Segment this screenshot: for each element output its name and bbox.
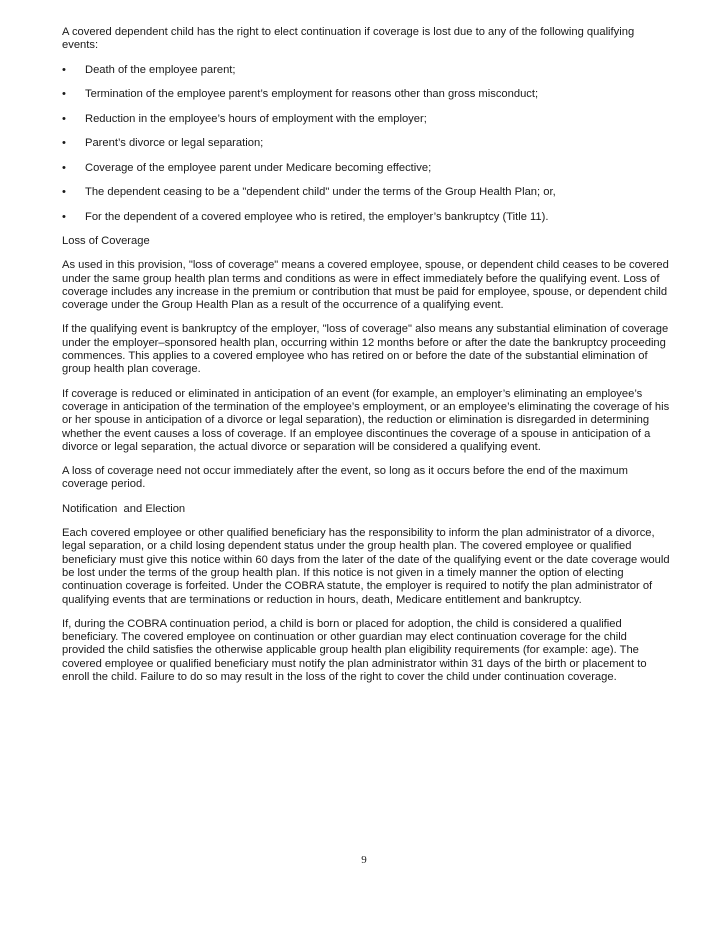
bullet-icon: • [62, 210, 66, 223]
list-item-text: Reduction in the employee’s hours of employment with the employer; [85, 112, 427, 125]
qualifying-events-list [62, 64, 672, 224]
bullet-icon: • [62, 112, 66, 125]
list-item-text: Termination of the employee parent’s employment for reasons other than gross misconduct; [85, 88, 539, 101]
list-item [62, 162, 672, 175]
intro-paragraph: A covered dependent child has the right to elect continuation if coverage is lost due to any of the following qualifying events: [62, 26, 635, 52]
list-item [62, 211, 672, 224]
section-heading-notification: Notification and Election [62, 502, 186, 515]
page-number: 9 [361, 854, 367, 866]
new-child-paragraph: If, during the COBRA continuation period, a child is born or placed for adoption, the child is considered a qualified beneficiary. The covered employee on continuation or other guardian may elect continuation coverage for the child provided the child satisfies the otherwise applicable group health plan eligibility requirements (for example: age). The covered employee or qualified beneficiary must notify the plan administrator within 31 days of the birth or placement to enroll the child. Failure to do so may result in the loss of the right to cover the child under continuation coverage. [62, 617, 647, 683]
list-item [62, 88, 672, 101]
bullet-icon: • [62, 161, 66, 174]
anticipation-paragraph: If coverage is reduced or eliminated in anticipation of an event (for example, an employer’s eliminating an employee’s coverage in anticipation of the termination of the employee’s employment, or an employee’s eliminating the coverage of his or her spouse in anticipation of a divorce or legal separation), the reduction or elimination is disregarded in determining whether the event causes a loss of coverage. If an employee discontinues the coverage of a spouse in anticipation of a divorce or legal separation, the actual divorce or separation will be considered a qualifying event. [62, 387, 670, 453]
list-item-text: For the dependent of a covered employee who is retired, the employer’s bankruptcy (Title 11). [85, 210, 549, 223]
section-heading-loss-of-coverage: Loss of Coverage [62, 234, 150, 247]
list-item-text: Coverage of the employee parent under Medicare becoming effective; [85, 161, 432, 174]
bankruptcy-paragraph: If the qualifying event is bankruptcy of the employer, "loss of coverage" also means any substantial elimination of coverage under the employer–sponsored health plan, occurring within 12 months before or after the date the bankruptcy proceeding commences. This applies to a covered employee who has retired on or before the date of the substantial elimination of group health plan coverage. [62, 323, 669, 376]
list-item [62, 113, 672, 126]
bullet-icon: • [62, 137, 66, 150]
list-item-text: The dependent ceasing to be a "dependent child" under the terms of the Group Health Plan; or, [85, 186, 556, 199]
list-item [62, 137, 672, 150]
list-item-text: Parent’s divorce or legal separation; [85, 137, 264, 150]
list-item [62, 64, 672, 77]
loss-definition-paragraph: As used in this provision, "loss of coverage" means a covered employee, spouse, or dependent child ceases to be covered under the same group health plan terms and conditions as were in effect immediately before the qualifying event. Loss of coverage includes any increase in the premium or contribution that must be paid for employee, spouse, or dependent child coverage under the Group Health Plan as a result of the occurrence of a qualifying event. [62, 259, 669, 312]
list-item-text: Death of the employee parent; [85, 63, 236, 76]
notice-responsibility-paragraph: Each covered employee or other qualified beneficiary has the responsibility to inform the plan administrator of a divorce, legal separation, or a child losing dependent status under the group health plan. The covered employee or qualified beneficiary must give this notice within 60 days from the later of the date of the qualifying event or the date coverage would be lost under the terms of the group health plan. If this notice is not given in a timely manner the option of electing continuation coverage is forfeited. Under the COBRA statute, the employer is required to notify the plan administrator of qualifying events that are terminations or reduction in hours, death, Medicare entitlement and bankruptcy. [62, 527, 670, 606]
bullet-icon: • [62, 88, 66, 101]
list-item [62, 186, 672, 199]
timing-paragraph: A loss of coverage need not occur immediately after the event, so long as it occurs before the end of the maximum coverage period. [62, 465, 628, 491]
bullet-icon: • [62, 63, 66, 76]
bullet-icon: • [62, 186, 66, 199]
